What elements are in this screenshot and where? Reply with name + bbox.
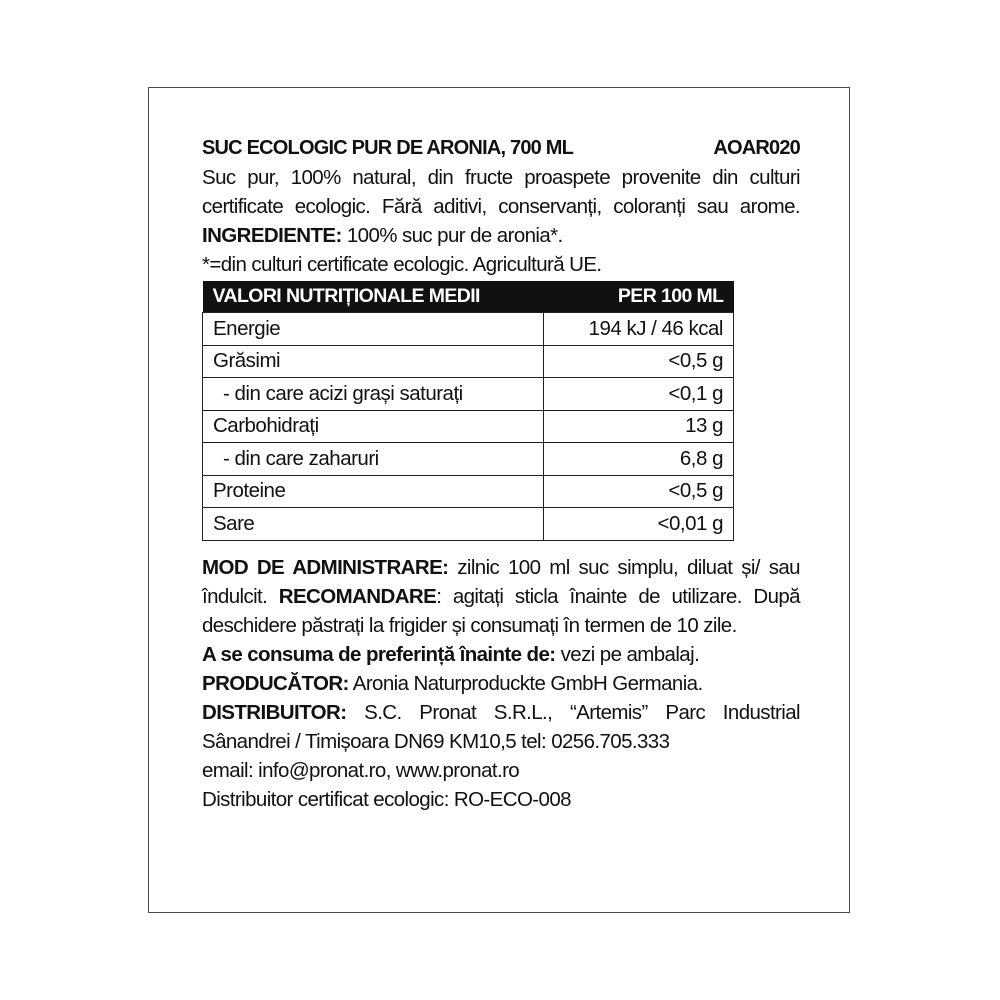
nutrient-value: 13 g	[544, 410, 734, 443]
producer-label: PRODUCĂTOR:	[202, 671, 349, 695]
usage-label: MOD DE ADMINISTRARE:	[202, 555, 449, 579]
usage-text: zilnic 100 ml suc simplu, diluat și/ sau îndulcit.	[202, 555, 800, 608]
ingredients-label: INGREDIENTE:	[202, 224, 342, 247]
nutrition-row-carbohydrates	[203, 410, 734, 443]
nutrition-row-sugars	[203, 443, 734, 476]
product-name: SUC ECOLOGIC PUR DE ARONIA, 700 ML	[202, 137, 573, 159]
nutrient-name: Energie	[203, 313, 544, 346]
description-text: Suc pur, 100% natural, din fructe proaspete provenite din culturi certificate ecologic. Fără aditivi, conservanți, coloranți sau arome.	[202, 166, 800, 218]
nutrient-name: Grăsimi	[203, 345, 544, 378]
distributor-label: DISTRIBUITOR:	[202, 700, 347, 724]
nutrition-row-fat	[203, 345, 734, 378]
nutrient-name: - din care acizi grași saturați	[203, 378, 544, 411]
ingredients-footnote: *=din culturi certificate ecologic. Agricultură UE.	[202, 253, 602, 276]
nutrient-value: 194 kJ / 46 kcal	[544, 313, 734, 346]
nutrition-row-protein	[203, 475, 734, 508]
nutrition-header-row	[203, 281, 734, 313]
nutrient-value: 6,8 g	[544, 443, 734, 476]
distributor-info	[202, 698, 800, 756]
nutrient-value: <0,1 g	[544, 378, 734, 411]
producer-text: Aronia Naturproduckte GmbH Germania.	[352, 671, 703, 695]
recommend-label: RECOMANDARE	[278, 584, 437, 608]
nutrition-row-energy	[203, 313, 734, 346]
product-description	[202, 163, 800, 250]
distributor-contact: email: info@pronat.ro, www.pronat.ro	[202, 758, 520, 782]
nutrition-header-per: PER 100 ML	[544, 281, 734, 313]
usage-instructions	[202, 553, 800, 640]
nutrient-name: - din care zaharuri	[203, 443, 544, 476]
product-header	[202, 134, 800, 163]
eco-certification: Distribuitor certificat ecologic: RO-ECO-008	[202, 787, 571, 811]
nutrient-name: Carbohidrați	[203, 410, 544, 443]
product-code: AOAR020	[713, 137, 800, 159]
best-before	[202, 640, 800, 669]
best-before-text: vezi pe ambalaj.	[560, 642, 700, 666]
distributor-text: S.C. Pronat S.R.L., “Artemis” Parc Industrial Sânandrei / Timișoara DN69 KM10,5 tel: 0256.705.333	[202, 700, 800, 753]
nutrient-name: Sare	[203, 508, 544, 541]
nutrition-row-salt	[203, 508, 734, 541]
nutrient-value: <0,01 g	[544, 508, 734, 541]
product-label	[202, 134, 800, 814]
nutrient-name: Proteine	[203, 475, 544, 508]
ingredients-value: 100% suc pur de aronia*.	[346, 224, 563, 247]
producer-info	[202, 669, 800, 698]
best-before-label: A se consuma de preferință înainte de:	[202, 642, 556, 666]
nutrition-row-saturates	[203, 378, 734, 411]
nutrition-header-label: VALORI NUTRIȚIONALE MEDII	[203, 281, 544, 313]
nutrition-table	[202, 281, 734, 541]
recommend-text: : agitați sticla înainte de utilizare. După deschidere păstrați la frigider și consumați în termen de 10 zile.	[202, 584, 800, 637]
nutrient-value: <0,5 g	[544, 475, 734, 508]
nutrient-value: <0,5 g	[544, 345, 734, 378]
